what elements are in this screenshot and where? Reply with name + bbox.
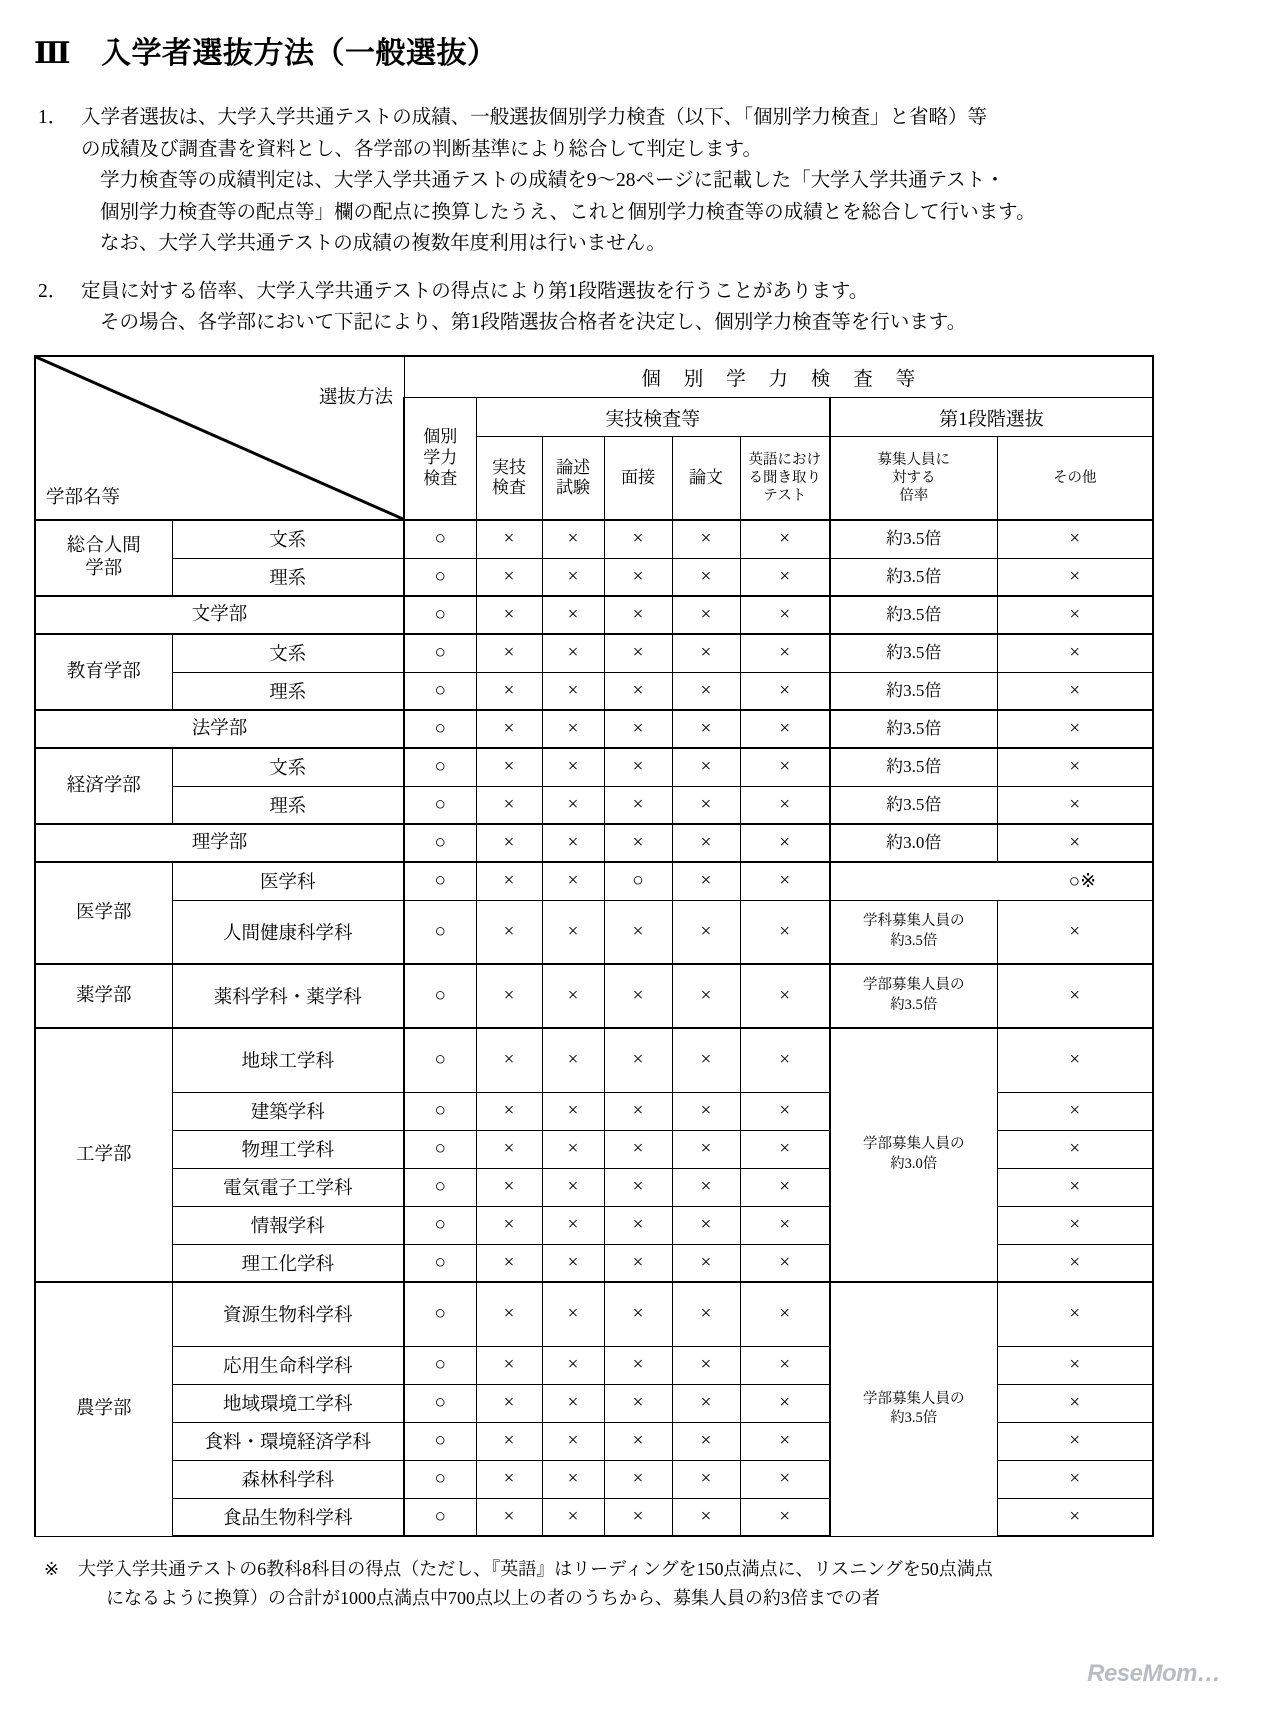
practical-exam-mark-1: × xyxy=(476,748,542,786)
practical-exam-mark-3: × xyxy=(604,1460,672,1498)
paragraph-line: 定員に対する倍率、大学入学共通テストの得点により第1段階選抜を行うことがあります。 xyxy=(81,280,869,302)
table-row xyxy=(35,1028,1153,1092)
kobetsu-exam-mark: ○ xyxy=(404,1422,476,1460)
stage1-other-mark: × xyxy=(997,1028,1153,1092)
practical-exam-mark-5: × xyxy=(740,1244,830,1282)
stage1-other-mark: × xyxy=(997,558,1153,596)
table-header xyxy=(35,356,1153,520)
stage1-ratio-cell: 約3.5倍 xyxy=(830,672,997,710)
stage1-ratio-cell: 約3.5倍 xyxy=(830,634,997,672)
practical-exam-mark-5: × xyxy=(740,1498,830,1536)
paragraph-body xyxy=(81,276,1214,339)
stage1-other-mark: × xyxy=(997,1346,1153,1384)
practical-exam-mark-1: × xyxy=(476,900,542,964)
watermark-dots: … xyxy=(1197,1660,1222,1687)
paragraph-line: 学力検査等の成績判定は、大学入学共通テストの成績を9〜28ページに記載した「大学入学共通テスト・ xyxy=(100,170,1005,192)
practical-exam-mark-1: × xyxy=(476,520,542,558)
header-group-practical: 実技検査等 xyxy=(476,398,830,437)
page-title xyxy=(34,28,1214,72)
kobetsu-exam-mark: ○ xyxy=(404,672,476,710)
practical-exam-mark-5: × xyxy=(740,1460,830,1498)
practical-exam-mark-2: × xyxy=(542,1244,604,1282)
practical-exam-mark-3: × xyxy=(604,1422,672,1460)
practical-exam-mark-2: × xyxy=(542,710,604,748)
practical-exam-mark-5: × xyxy=(740,1422,830,1460)
kobetsu-exam-mark: ○ xyxy=(404,1282,476,1346)
practical-exam-mark-4: × xyxy=(672,1346,740,1384)
practical-exam-mark-5: × xyxy=(740,862,830,900)
department-name-cell: 文系 xyxy=(172,748,404,786)
faculty-name-cell: 法学部 xyxy=(35,710,404,748)
stage1-other-mark: × xyxy=(997,824,1153,862)
header-col-stage1-2: その他 xyxy=(997,437,1153,521)
stage1-other-mark: × xyxy=(997,748,1153,786)
kobetsu-exam-mark: ○ xyxy=(404,558,476,596)
header-col-practical-2: 論述 試験 xyxy=(542,437,604,521)
practical-exam-mark-1: × xyxy=(476,1130,542,1168)
kobetsu-exam-mark: ○ xyxy=(404,1244,476,1282)
practical-exam-mark-1: × xyxy=(476,1168,542,1206)
paragraph-line: なお、大学入学共通テストの成績の複数年度利用は行いません。 xyxy=(100,233,666,255)
department-name-cell: 地球工学科 xyxy=(172,1028,404,1092)
paragraph-line: の成績及び調査書を資料とし、各学部の判断基準により総合して判定します。 xyxy=(81,138,762,160)
paragraph-line: 入学者選抜は、大学入学共通テストの成績、一般選抜個別学力検査（以下、「個別学力検査」と省略）等 xyxy=(81,107,987,128)
header-col-stage1-1: 募集人員に 対する 倍率 xyxy=(830,437,997,521)
practical-exam-mark-2: × xyxy=(542,1422,604,1460)
kobetsu-exam-mark: ○ xyxy=(404,1028,476,1092)
practical-exam-mark-2: × xyxy=(542,520,604,558)
stage1-ratio-cell: 約3.0倍 xyxy=(830,824,997,862)
section-numeral: Ⅲ xyxy=(34,37,72,70)
faculty-name-cell: 医学部 xyxy=(35,862,172,964)
practical-exam-mark-1: × xyxy=(476,1206,542,1244)
practical-exam-mark-5: × xyxy=(740,1130,830,1168)
practical-exam-mark-2: × xyxy=(542,1282,604,1346)
kobetsu-exam-mark: ○ xyxy=(404,900,476,964)
faculty-name-cell: 文学部 xyxy=(35,596,404,634)
practical-exam-mark-1: × xyxy=(476,1092,542,1130)
practical-exam-mark-3: × xyxy=(604,1206,672,1244)
stage1-other-mark: × xyxy=(997,1498,1153,1536)
stage1-other-mark: × xyxy=(997,520,1153,558)
table-row xyxy=(35,824,1153,862)
practical-exam-mark-3: × xyxy=(604,1028,672,1092)
table-row xyxy=(35,900,1153,964)
footnote-line: になるように換算）の合計が1000点満点中700点以上の者のうちから、募集人員の約3倍までの者 xyxy=(106,1587,880,1608)
department-name-cell: 食品生物科学科 xyxy=(172,1498,404,1536)
practical-exam-mark-3: × xyxy=(604,964,672,1028)
practical-exam-mark-1: × xyxy=(476,824,542,862)
practical-exam-mark-5: × xyxy=(740,964,830,1028)
practical-exam-mark-5: × xyxy=(740,1206,830,1244)
practical-exam-mark-3: × xyxy=(604,748,672,786)
practical-exam-mark-2: × xyxy=(542,1028,604,1092)
stage1-other-mark: × xyxy=(997,634,1153,672)
faculty-name-cell: 総合人間 学部 xyxy=(35,520,172,596)
footnote-line: 大学入学共通テストの6教科8科目の得点（ただし、『英語』はリーディングを150点満点に、リスニングを50点満点 xyxy=(78,1559,993,1580)
kobetsu-exam-mark: ○ xyxy=(404,1460,476,1498)
stage1-other-mark: × xyxy=(997,1282,1153,1346)
practical-exam-mark-3: × xyxy=(604,1130,672,1168)
header-col-practical-4: 論文 xyxy=(672,437,740,521)
practical-exam-mark-4: × xyxy=(672,964,740,1028)
practical-exam-mark-2: × xyxy=(542,1460,604,1498)
practical-exam-mark-4: × xyxy=(672,786,740,824)
department-name-cell: 理工化学科 xyxy=(172,1244,404,1282)
stage1-ratio-cell: 学部募集人員の 約3.5倍 xyxy=(830,1282,997,1536)
faculty-name-label: 学部名等 xyxy=(46,488,121,509)
header-col-kobetsu: 個別 学力 検査 xyxy=(404,398,476,521)
kobetsu-exam-mark: ○ xyxy=(404,964,476,1028)
kobetsu-exam-mark: ○ xyxy=(404,786,476,824)
kobetsu-exam-mark: ○ xyxy=(404,1346,476,1384)
kobetsu-exam-mark: ○ xyxy=(404,634,476,672)
practical-exam-mark-3: ○ xyxy=(604,862,672,900)
intro-paragraph xyxy=(34,276,1214,339)
practical-exam-mark-4: × xyxy=(672,1498,740,1536)
table-row xyxy=(35,964,1153,1028)
footnote xyxy=(34,1555,1214,1613)
resemom-watermark xyxy=(1087,1660,1222,1688)
practical-exam-mark-2: × xyxy=(542,558,604,596)
faculty-name-cell: 工学部 xyxy=(35,1028,172,1282)
practical-exam-mark-4: × xyxy=(672,1244,740,1282)
kobetsu-exam-mark: ○ xyxy=(404,1168,476,1206)
stage1-ratio-cell: 約3.5倍 xyxy=(830,786,997,824)
department-name-cell: 理系 xyxy=(172,558,404,596)
practical-exam-mark-4: × xyxy=(672,1422,740,1460)
practical-exam-mark-4: × xyxy=(672,748,740,786)
department-name-cell: 応用生命科学科 xyxy=(172,1346,404,1384)
practical-exam-mark-1: × xyxy=(476,1028,542,1092)
table-row xyxy=(35,710,1153,748)
practical-exam-mark-1: × xyxy=(476,710,542,748)
paragraph-line: その場合、各学部において下記により、第1段階選抜合格者を決定し、個別学力検査等を行います。 xyxy=(100,312,967,334)
stage1-other-mark: × xyxy=(997,1422,1153,1460)
stage1-other-mark: × xyxy=(997,672,1153,710)
section-title: 入学者選抜方法（一般選抜） xyxy=(101,37,498,70)
stage1-ratio-cell: 学部募集人員の 約3.5倍 xyxy=(830,964,997,1028)
practical-exam-mark-1: × xyxy=(476,1384,542,1422)
stage1-other-mark: × xyxy=(997,1130,1153,1168)
kobetsu-exam-mark: ○ xyxy=(404,596,476,634)
department-name-cell: 建築学科 xyxy=(172,1092,404,1130)
practical-exam-mark-5: × xyxy=(740,748,830,786)
header-group-individual-exam: 個 別 学 力 検 査 等 xyxy=(404,356,1153,398)
paragraph-marker: 1． xyxy=(38,107,68,128)
department-name-cell: 資源生物科学科 xyxy=(172,1282,404,1346)
practical-exam-mark-3: × xyxy=(604,634,672,672)
intro-paragraph xyxy=(34,102,1214,260)
header-col-practical-1: 実技 検査 xyxy=(476,437,542,521)
intro-paragraphs xyxy=(34,102,1214,339)
practical-exam-mark-3: × xyxy=(604,1346,672,1384)
stage1-other-mark: × xyxy=(997,1384,1153,1422)
corner-cell xyxy=(35,356,404,520)
stage1-other-mark: × xyxy=(997,710,1153,748)
stage1-other-mark: × xyxy=(997,1206,1153,1244)
practical-exam-mark-3: × xyxy=(604,1384,672,1422)
practical-exam-mark-3: × xyxy=(604,1168,672,1206)
practical-exam-mark-1: × xyxy=(476,1460,542,1498)
header-col-practical-3: 面接 xyxy=(604,437,672,521)
kobetsu-exam-mark: ○ xyxy=(404,520,476,558)
practical-exam-mark-4: × xyxy=(672,520,740,558)
practical-exam-mark-1: × xyxy=(476,862,542,900)
practical-exam-mark-4: × xyxy=(672,1282,740,1346)
paragraph-line: 個別学力検査等の配点等」欄の配点に換算したうえ、これと個別学力検査等の成績とを総合して行います。 xyxy=(100,201,1036,223)
practical-exam-mark-3: × xyxy=(604,1282,672,1346)
stage1-ratio-cell: 約3.5倍 xyxy=(830,558,997,596)
department-name-cell: 電気電子工学科 xyxy=(172,1168,404,1206)
practical-exam-mark-4: × xyxy=(672,1460,740,1498)
practical-exam-mark-3: × xyxy=(604,710,672,748)
table-row xyxy=(35,748,1153,786)
practical-exam-mark-1: × xyxy=(476,1498,542,1536)
practical-exam-mark-2: × xyxy=(542,1346,604,1384)
department-name-cell: 地域環境工学科 xyxy=(172,1384,404,1422)
table-row xyxy=(35,862,1153,900)
practical-exam-mark-4: × xyxy=(672,710,740,748)
practical-exam-mark-5: × xyxy=(740,672,830,710)
department-name-cell: 薬科学科・薬学科 xyxy=(172,964,404,1028)
faculty-name-cell: 薬学部 xyxy=(35,964,172,1028)
stage1-other-mark: × xyxy=(997,964,1153,1028)
faculty-name-cell: 農学部 xyxy=(35,1282,172,1536)
stage1-ratio-cell: 約3.5倍 xyxy=(830,748,997,786)
practical-exam-mark-1: × xyxy=(476,1282,542,1346)
stage1-ratio-cell: 約3.5倍 xyxy=(830,520,997,558)
stage1-ratio-cell: 約3.5倍 xyxy=(830,710,997,748)
practical-exam-mark-2: × xyxy=(542,964,604,1028)
practical-exam-mark-4: × xyxy=(672,558,740,596)
practical-exam-mark-3: × xyxy=(604,1092,672,1130)
practical-exam-mark-5: × xyxy=(740,1028,830,1092)
practical-exam-mark-2: × xyxy=(542,1130,604,1168)
stage1-other-mark: × xyxy=(997,596,1153,634)
practical-exam-mark-4: × xyxy=(672,824,740,862)
practical-exam-mark-3: × xyxy=(604,520,672,558)
practical-exam-mark-5: × xyxy=(740,1168,830,1206)
table-row xyxy=(35,558,1153,596)
paragraph-marker: 2． xyxy=(38,280,68,302)
department-name-cell: 理系 xyxy=(172,672,404,710)
practical-exam-mark-5: × xyxy=(740,634,830,672)
practical-exam-mark-5: × xyxy=(740,520,830,558)
practical-exam-mark-5: × xyxy=(740,1282,830,1346)
practical-exam-mark-1: × xyxy=(476,672,542,710)
department-name-cell: 森林科学科 xyxy=(172,1460,404,1498)
practical-exam-mark-4: × xyxy=(672,596,740,634)
practical-exam-mark-5: × xyxy=(740,596,830,634)
practical-exam-mark-5: × xyxy=(740,786,830,824)
kobetsu-exam-mark: ○ xyxy=(404,1498,476,1536)
practical-exam-mark-1: × xyxy=(476,634,542,672)
stage1-other-mark: × xyxy=(997,1092,1153,1130)
stage1-ratio-cell: 学部募集人員の 約3.0倍 xyxy=(830,1028,997,1282)
header-col-practical-5: 英語におけ る聞き取り テスト xyxy=(740,437,830,521)
department-name-cell: 理系 xyxy=(172,786,404,824)
table-row xyxy=(35,1282,1153,1346)
practical-exam-mark-2: × xyxy=(542,786,604,824)
kobetsu-exam-mark: ○ xyxy=(404,862,476,900)
practical-exam-mark-3: × xyxy=(604,558,672,596)
practical-exam-mark-1: × xyxy=(476,1346,542,1384)
stage1-other-mark: × xyxy=(997,786,1153,824)
practical-exam-mark-3: × xyxy=(604,1498,672,1536)
stage1-other-mark: × xyxy=(997,1460,1153,1498)
kobetsu-exam-mark: ○ xyxy=(404,1130,476,1168)
practical-exam-mark-2: × xyxy=(542,1498,604,1536)
practical-exam-mark-2: × xyxy=(542,1168,604,1206)
practical-exam-mark-4: × xyxy=(672,900,740,964)
kobetsu-exam-mark: ○ xyxy=(404,1092,476,1130)
faculty-name-cell: 理学部 xyxy=(35,824,404,862)
practical-exam-mark-4: × xyxy=(672,1028,740,1092)
footnote-mark: ※ xyxy=(44,1559,60,1580)
department-name-cell: 物理工学科 xyxy=(172,1130,404,1168)
practical-exam-mark-2: × xyxy=(542,1092,604,1130)
practical-exam-mark-2: × xyxy=(542,596,604,634)
practical-exam-mark-5: × xyxy=(740,900,830,964)
department-name-cell: 情報学科 xyxy=(172,1206,404,1244)
practical-exam-mark-3: × xyxy=(604,900,672,964)
practical-exam-mark-4: × xyxy=(672,1130,740,1168)
practical-exam-mark-2: × xyxy=(542,1384,604,1422)
practical-exam-mark-1: × xyxy=(476,786,542,824)
department-name-cell: 人間健康科学科 xyxy=(172,900,404,964)
practical-exam-mark-3: × xyxy=(604,824,672,862)
kobetsu-exam-mark: ○ xyxy=(404,1206,476,1244)
practical-exam-mark-3: × xyxy=(604,1244,672,1282)
watermark-text: ReseMom xyxy=(1087,1660,1197,1687)
selection-method-label: 選抜方法 xyxy=(318,388,393,409)
practical-exam-mark-2: × xyxy=(542,900,604,964)
stage1-merged-cell: ○※ xyxy=(830,862,1153,900)
header-group-stage1: 第1段階選抜 xyxy=(830,398,1153,437)
practical-exam-mark-4: × xyxy=(672,862,740,900)
practical-exam-mark-4: × xyxy=(672,1384,740,1422)
faculty-name-cell: 教育学部 xyxy=(35,634,172,710)
practical-exam-mark-5: × xyxy=(740,1384,830,1422)
practical-exam-mark-1: × xyxy=(476,964,542,1028)
table-row xyxy=(35,596,1153,634)
practical-exam-mark-3: × xyxy=(604,596,672,634)
kobetsu-exam-mark: ○ xyxy=(404,824,476,862)
department-name-cell: 食料・環境経済学科 xyxy=(172,1422,404,1460)
kobetsu-exam-mark: ○ xyxy=(404,1384,476,1422)
stage1-ratio-cell: 約3.5倍 xyxy=(830,596,997,634)
practical-exam-mark-4: × xyxy=(672,1206,740,1244)
stage1-other-mark: × xyxy=(997,1168,1153,1206)
footnote-text xyxy=(78,1555,993,1613)
paragraph-body xyxy=(81,102,1214,260)
practical-exam-mark-2: × xyxy=(542,1206,604,1244)
faculty-name-cell: 経済学部 xyxy=(35,748,172,824)
table-body xyxy=(35,520,1153,1536)
practical-exam-mark-2: × xyxy=(542,672,604,710)
department-name-cell: 医学科 xyxy=(172,862,404,900)
table-row xyxy=(35,786,1153,824)
practical-exam-mark-2: × xyxy=(542,748,604,786)
stage1-other-mark: × xyxy=(997,1244,1153,1282)
practical-exam-mark-2: × xyxy=(542,634,604,672)
practical-exam-mark-4: × xyxy=(672,1092,740,1130)
practical-exam-mark-1: × xyxy=(476,558,542,596)
kobetsu-exam-mark: ○ xyxy=(404,748,476,786)
practical-exam-mark-5: × xyxy=(740,824,830,862)
selection-method-table xyxy=(34,355,1154,1537)
table-row xyxy=(35,520,1153,558)
practical-exam-mark-4: × xyxy=(672,634,740,672)
table-row xyxy=(35,634,1153,672)
kobetsu-exam-mark: ○ xyxy=(404,710,476,748)
practical-exam-mark-1: × xyxy=(476,1422,542,1460)
stage1-ratio-cell: 学科募集人員の 約3.5倍 xyxy=(830,900,997,964)
practical-exam-mark-4: × xyxy=(672,1168,740,1206)
practical-exam-mark-1: × xyxy=(476,1244,542,1282)
department-name-cell: 文系 xyxy=(172,634,404,672)
practical-exam-mark-3: × xyxy=(604,786,672,824)
table-row xyxy=(35,672,1153,710)
practical-exam-mark-5: × xyxy=(740,1346,830,1384)
practical-exam-mark-4: × xyxy=(672,672,740,710)
practical-exam-mark-3: × xyxy=(604,672,672,710)
practical-exam-mark-5: × xyxy=(740,710,830,748)
practical-exam-mark-5: × xyxy=(740,1092,830,1130)
stage1-other-mark: × xyxy=(997,900,1153,964)
department-name-cell: 文系 xyxy=(172,520,404,558)
practical-exam-mark-5: × xyxy=(740,558,830,596)
practical-exam-mark-2: × xyxy=(542,862,604,900)
practical-exam-mark-2: × xyxy=(542,824,604,862)
practical-exam-mark-1: × xyxy=(476,596,542,634)
